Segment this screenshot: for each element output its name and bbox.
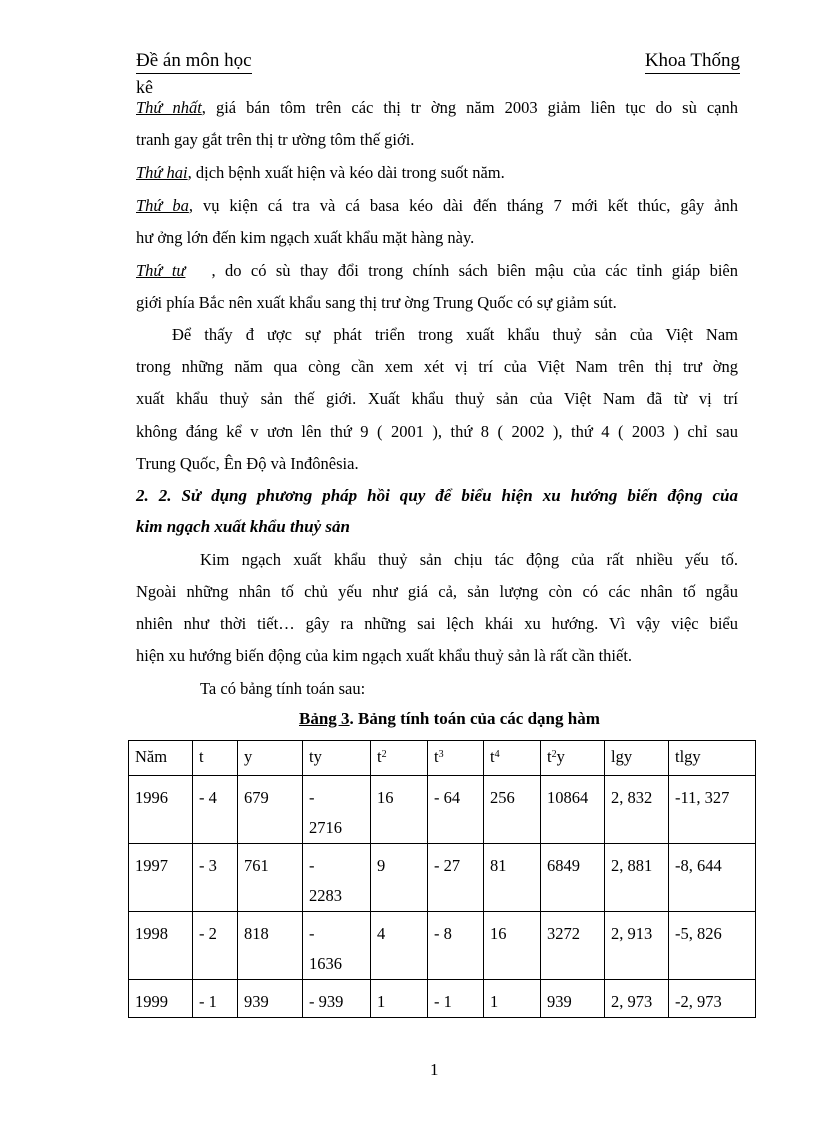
cell-t4: 1 — [484, 980, 541, 1018]
paragraph-third-line-2: hư ởng lớn đến kim ngạch xuất khẩu mặt hàng này. — [136, 228, 475, 247]
cell-t: - 2 — [193, 912, 238, 980]
paragraph-export-line-2: trong những năm qua còng cần xem xét vị trí của Việt Nam trên thị trư ờng — [136, 357, 738, 376]
cell-tlgy: -8, 644 — [669, 844, 756, 912]
table-row — [129, 776, 756, 844]
cell-y: 679 — [238, 776, 303, 844]
header-t-cubed: $t^3$ — [428, 741, 484, 776]
cell-t2: 9 — [371, 844, 428, 912]
cell-t4: 16 — [484, 912, 541, 980]
header-lgy: lgy — [605, 741, 669, 776]
cell-t: - 3 — [193, 844, 238, 912]
cell-t2y: 3272 — [541, 912, 605, 980]
cell-t2y: 939 — [541, 980, 605, 1018]
paragraph-fourth-line-2: giới phía Bắc nên xuất khẩu sang thị trư ờng Trung Quốc có sự giảm sút. — [136, 293, 617, 312]
label-third: Thứ ba — [136, 196, 189, 215]
header-t: t — [193, 741, 238, 776]
cell-tlgy: -2, 973 — [669, 980, 756, 1018]
cell-t3: - 1 — [428, 980, 484, 1018]
paragraph-factors-line-2: Ngoài những nhân tố chủ yếu như giá cả, sản lượng còn có các nhân tố ngẫu — [136, 582, 738, 601]
cell-tlgy: -5, 826 — [669, 912, 756, 980]
cell-lgy: 2, 832 — [605, 776, 669, 844]
cell-t2y: 6849 — [541, 844, 605, 912]
cell-ty: - 2716 — [303, 776, 371, 844]
paragraph-factors-line-1: Kim ngạch xuất khẩu thuỷ sản chịu tác động của rất nhiều yếu tố. — [200, 550, 738, 569]
cell-tlgy: -11, 327 — [669, 776, 756, 844]
cell-lgy: 2, 973 — [605, 980, 669, 1018]
cell-y: 761 — [238, 844, 303, 912]
table-intro: Ta có bảng tính toán sau: — [200, 679, 366, 698]
cell-year: 1996 — [129, 776, 193, 844]
cell-t2y: 10864 — [541, 776, 605, 844]
label-fourth: Thứ tư — [136, 261, 186, 280]
cell-lgy: 2, 881 — [605, 844, 669, 912]
paragraph-second: Thứ hai, dịch bệnh xuất hiện và kéo dài trong suốt năm. — [136, 163, 505, 182]
cell-t3: - 64 — [428, 776, 484, 844]
table-row — [129, 980, 756, 1018]
header-t-fourth: $t^4$ — [484, 741, 541, 776]
header-faculty-name: Khoa Thống — [645, 50, 740, 74]
cell-t4: 81 — [484, 844, 541, 912]
label-first: Thứ nhất — [136, 98, 202, 117]
cell-y: 939 — [238, 980, 303, 1018]
cell-ty: - 939 — [303, 980, 371, 1018]
paragraph-factors-line-4: hiện xu hướng biến động của kim ngạch xuất khẩu thuỷ sản là rất cần thiết. — [136, 646, 633, 665]
header-t-squared-y: $t^2y$ — [541, 741, 605, 776]
table-row — [129, 844, 756, 912]
cell-t3: - 27 — [428, 844, 484, 912]
cell-ty: - 1636 — [303, 912, 371, 980]
cell-t: - 1 — [193, 980, 238, 1018]
cell-t: - 4 — [193, 776, 238, 844]
paragraph-export-line-5: Trung Quốc, Ên Độ và Inđônêsia. — [136, 454, 359, 473]
paragraph-first-line-2: tranh gay gắt trên thị tr ường tôm thế giới. — [136, 130, 415, 149]
label-second: Thứ hai — [136, 163, 188, 182]
section-heading-line-2: kim ngạch xuất khẩu thuỷ sản — [136, 517, 350, 536]
cell-year: 1997 — [129, 844, 193, 912]
paragraph-export-line-4: không đáng kể v ươn lên thứ 9 ( 2001 ), thứ 8 ( 2002 ), thứ 4 ( 2003 ) chỉ sau — [136, 422, 738, 441]
table-row — [129, 912, 756, 980]
paragraph-first-line-1: Thứ nhất, giá bán tôm trên các thị tr ờng năm 2003 giảm liên tục do sù cạnh — [136, 98, 738, 117]
cell-t4: 256 — [484, 776, 541, 844]
cell-ty: - 2283 — [303, 844, 371, 912]
calculation-table — [128, 740, 756, 1018]
cell-t2: 1 — [371, 980, 428, 1018]
header-y: y — [238, 741, 303, 776]
cell-year: 1999 — [129, 980, 193, 1018]
table-header-row — [129, 741, 756, 776]
header-ty: ty — [303, 741, 371, 776]
section-heading-line-1: 2. 2. Sử dụng phương pháp hồi quy để biểu hiện xu hướng biến động của — [136, 486, 738, 505]
cell-lgy: 2, 913 — [605, 912, 669, 980]
cell-t2: 16 — [371, 776, 428, 844]
paragraph-factors-line-3: nhiên như thời tiết… gây ra những sai lệch khái xu hướng. Vì vậy việc biểu — [136, 614, 738, 633]
page-number: 1 — [430, 1060, 439, 1079]
cell-year: 1998 — [129, 912, 193, 980]
cell-y: 818 — [238, 912, 303, 980]
header-t-squared: $t^2$ — [371, 741, 428, 776]
cell-t2: 4 — [371, 912, 428, 980]
paragraph-third-line-1: Thứ ba, vụ kiện cá tra và cá basa kéo dài đến tháng 7 mới kết thúc, gây ảnh — [136, 196, 738, 215]
header-course-title: Đề án môn học — [136, 50, 252, 74]
header-tlgy: tlgy — [669, 741, 756, 776]
paragraph-fourth-line-1: Thứ tư , do có sù thay đổi trong chính sách biên mậu của các tỉnh giáp biên — [136, 261, 738, 280]
header-faculty-continuation: kê — [136, 77, 153, 97]
table-caption-label: Bảng 3 — [299, 709, 350, 728]
table-caption: Bảng 3. Bảng tính toán của các dạng hàm — [299, 709, 600, 728]
page-header — [136, 50, 740, 97]
header-year: Năm — [129, 741, 193, 776]
paragraph-export-line-3: xuất khẩu thuỷ sản thế giới. Xuất khẩu thuỷ sản của Việt Nam đã từ vị trí — [136, 389, 738, 408]
cell-t3: - 8 — [428, 912, 484, 980]
paragraph-export-line-1: Để thấy đ ược sự phát triển trong xuất khẩu thuỷ sản của Việt Nam — [172, 325, 738, 344]
